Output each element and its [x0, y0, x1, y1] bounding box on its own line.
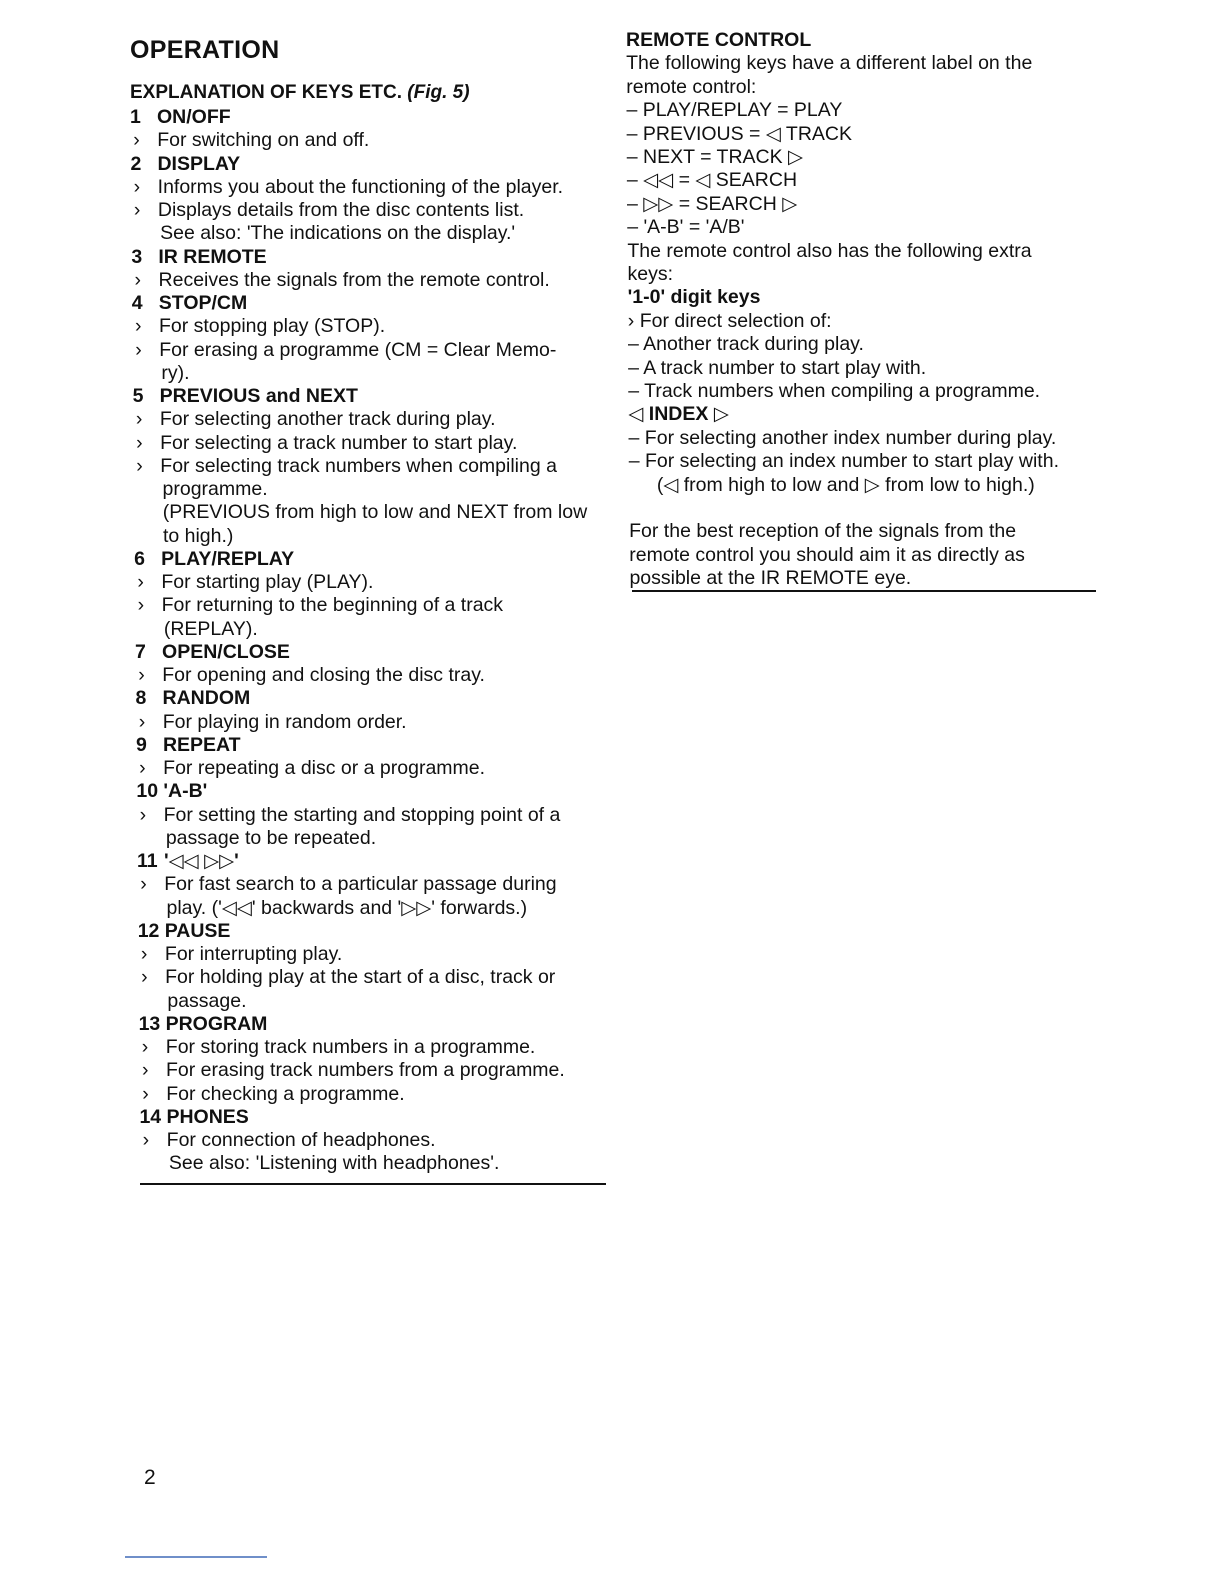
footer-line: [125, 1556, 267, 1558]
description-text: For connection of headphones.: [166, 1129, 436, 1151]
key-number: 2: [130, 152, 142, 175]
key-number: 7: [135, 640, 146, 663]
key-name: DISPLAY: [157, 152, 241, 175]
body-line: The remote control also has the following extra: [627, 239, 1032, 262]
continuation-text: programme.: [162, 478, 268, 500]
key-name: ON/OFF: [157, 106, 231, 128]
bullet-glyph: ›: [142, 1059, 149, 1082]
continuation-text: play. ('◁◁' backwards and '▷▷' forwards.): [166, 896, 528, 919]
continuation-text: See also: 'The indications on the display.': [160, 222, 516, 245]
section-heading: ◁ INDEX ▷: [628, 403, 729, 426]
body-line: – NEXT = TRACK ▷: [626, 146, 804, 168]
bullet-glyph: ›: [136, 454, 143, 477]
description-text: For stopping play (STOP).: [158, 315, 386, 338]
description-text: For returning to the beginning of a track: [161, 594, 504, 617]
bullet-glyph: ›: [139, 803, 147, 826]
description-text: For selecting track numbers when compiling a: [160, 454, 557, 477]
bullet-glyph: ›: [136, 431, 143, 454]
description-text: Receives the signals from the remote control.: [158, 268, 550, 291]
description-text: For playing in random order.: [162, 710, 407, 733]
body-line: – For selecting another index number during play.: [628, 426, 1057, 449]
continuation-text: (REPLAY).: [163, 617, 258, 640]
page-number: 2: [144, 1466, 156, 1489]
description-text: For erasing track numbers from a programme.: [166, 1059, 565, 1082]
description-text: For starting play (PLAY).: [161, 571, 374, 593]
left-column-end-rule: [140, 1183, 606, 1185]
description-text: For setting the starting and stopping point of a: [163, 803, 561, 826]
right-column-end-rule: [632, 590, 1096, 592]
key-number: 1: [130, 106, 141, 128]
key-name: 'A-B': [163, 780, 208, 803]
bullet-glyph: ›: [133, 129, 140, 152]
figure-reference: (Fig. 5): [407, 82, 470, 103]
bullet-glyph: ›: [141, 966, 148, 989]
description-text: For erasing a programme (CM = Clear Memo-: [159, 338, 557, 361]
bullet-glyph: ›: [138, 664, 145, 686]
bullet-glyph: ›: [137, 571, 144, 593]
description-text: For opening and closing the disc tray.: [162, 664, 485, 686]
body-line: For the best reception of the signals from the: [629, 520, 1017, 543]
body-line: keys:: [627, 263, 674, 285]
description-text: For selecting another track during play.: [159, 408, 496, 431]
subtitle-text: EXPLANATION OF KEYS ETC.: [130, 82, 403, 103]
continuation-text: (PREVIOUS from high to low and NEXT from low: [162, 501, 588, 524]
key-name: PREVIOUS and NEXT: [159, 385, 358, 407]
body-line: – 'A-B' = 'A/B': [627, 216, 745, 239]
key-number: 14: [139, 1105, 162, 1128]
key-name: IR REMOTE: [158, 245, 267, 268]
bullet-glyph: ›: [135, 408, 143, 431]
key-number: 13: [138, 1012, 161, 1035]
key-name: PROGRAM: [165, 1012, 268, 1035]
body-line: The following keys have a different label on the: [626, 52, 1033, 75]
key-number: 12: [137, 919, 160, 942]
continuation-text: passage.: [167, 989, 247, 1012]
body-line: – ◁◁ = ◁ SEARCH: [626, 169, 798, 192]
body-line: – PREVIOUS = ◁ TRACK: [626, 122, 853, 145]
section-heading: REMOTE CONTROL: [626, 29, 812, 51]
description-text: Displays details from the disc contents list.: [157, 199, 525, 221]
bullet-glyph: ›: [140, 943, 148, 965]
key-name: REPEAT: [162, 733, 241, 756]
bullet-glyph: ›: [139, 757, 146, 779]
body-line: – A track number to start play with.: [628, 356, 927, 379]
key-number: 9: [135, 733, 147, 756]
description-text: For switching on and off.: [157, 129, 370, 152]
bullet-glyph: ›: [142, 1082, 149, 1105]
body-line: possible at the IR REMOTE eye.: [629, 567, 912, 590]
key-name: '◁◁ ▷▷': [164, 850, 239, 872]
bullet-glyph: ›: [133, 175, 141, 198]
bullet-glyph: ›: [134, 315, 142, 338]
bullet-glyph: ›: [142, 1129, 150, 1151]
body-line: – Track numbers when compiling a programme.: [628, 380, 1041, 402]
key-number: 5: [132, 385, 144, 407]
body-line: – Another track during play.: [627, 333, 864, 356]
section-subtitle: [130, 82, 470, 104]
continuation-text: ry).: [161, 361, 190, 384]
bullet-glyph: ›: [141, 1036, 149, 1058]
bullet-glyph: ›: [134, 268, 142, 291]
description-text: For checking a programme.: [166, 1082, 405, 1105]
description-text: For interrupting play.: [164, 943, 343, 965]
page-title: OPERATION: [130, 36, 280, 64]
body-line: remote control you should aim it as directly as: [629, 543, 1025, 566]
key-name: STOP/CM: [158, 292, 248, 314]
key-number: 6: [134, 547, 146, 570]
continuation-text: passage to be repeated.: [165, 826, 377, 849]
continuation-text: See also: 'Listening with headphones'.: [168, 1152, 500, 1175]
key-name: OPEN/CLOSE: [162, 640, 290, 663]
description-text: For storing track numbers in a programme.: [165, 1036, 536, 1058]
bullet-glyph: ›: [135, 338, 142, 361]
key-name: PAUSE: [164, 919, 231, 942]
key-number: 8: [135, 687, 147, 710]
key-name: PHONES: [166, 1105, 249, 1128]
description-text: For fast search to a particular passage during: [164, 873, 557, 896]
key-number: 3: [131, 245, 143, 268]
description-text: For holding play at the start of a disc, track or: [165, 966, 556, 989]
key-name: PLAY/REPLAY: [161, 547, 295, 570]
body-line: – ▷▷ = SEARCH ▷: [627, 192, 798, 215]
bullet-glyph: ›: [138, 710, 146, 733]
key-name: RANDOM: [162, 687, 251, 710]
section-heading: '1-0' digit keys: [627, 286, 761, 309]
description-text: Informs you about the functioning of the player.: [157, 175, 564, 198]
key-number: 11: [137, 850, 158, 872]
key-number: 4: [131, 292, 143, 314]
body-line: › For direct selection of:: [627, 309, 832, 332]
body-line: (◁ from high to low and ▷ from low to high.): [656, 473, 1035, 496]
body-line: – For selecting an index number to start play with.: [628, 450, 1059, 473]
key-number: 10: [136, 780, 159, 803]
bullet-glyph: ›: [137, 594, 145, 617]
continuation-text: to high.): [162, 524, 234, 547]
description-text: For selecting a track number to start play.: [160, 431, 518, 454]
body-line: remote control:: [626, 75, 757, 98]
bullet-glyph: ›: [140, 873, 147, 896]
bullet-glyph: ›: [133, 199, 141, 221]
body-line: – PLAY/REPLAY = PLAY: [626, 99, 843, 122]
description-text: For repeating a disc or a programme.: [163, 757, 486, 779]
